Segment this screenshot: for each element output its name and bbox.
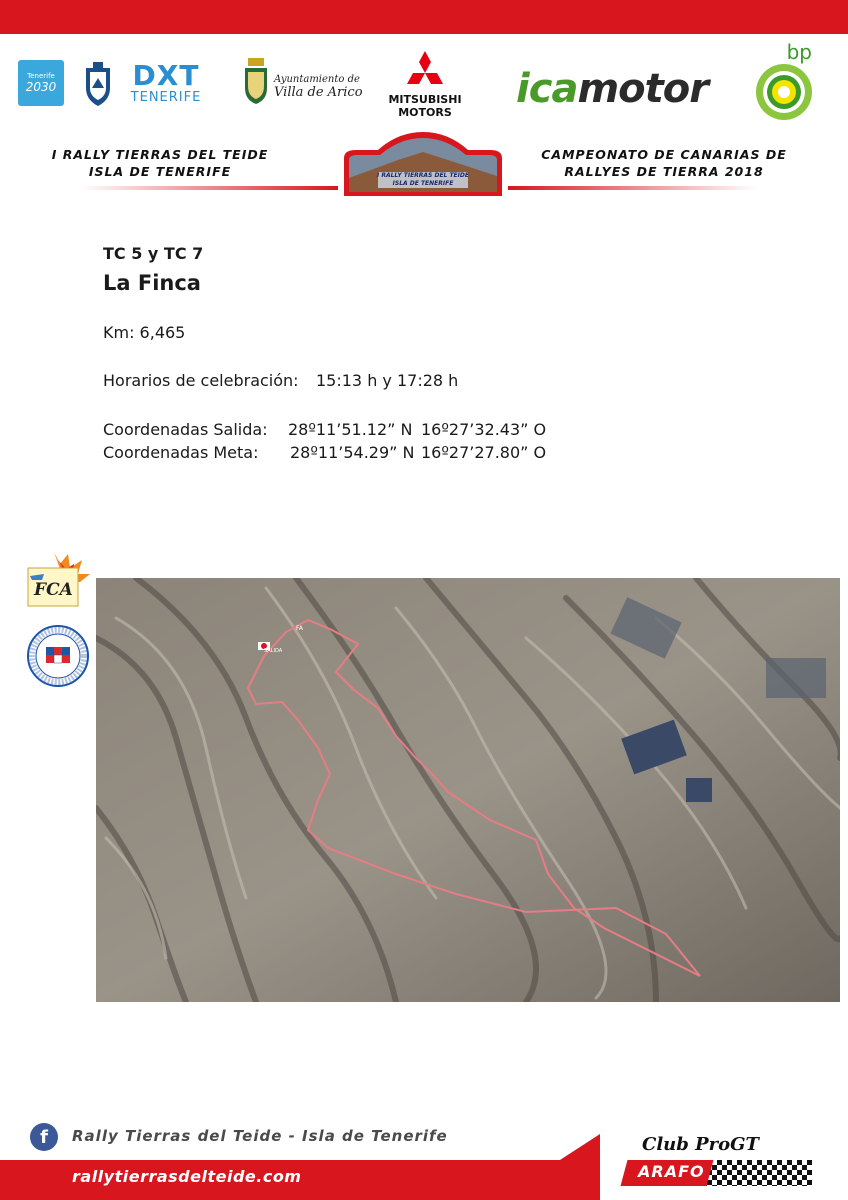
terrain-image xyxy=(96,578,840,1002)
rally-badge: I RALLY TIERRAS DEL TEIDE ISLA DE TENERIFE xyxy=(338,130,508,200)
finish-coords-lat: 28º11’54.29” N xyxy=(290,443,415,462)
event-title-right: CAMPEONATO DE CANARIAS DE RALLYES DE TIERRA 2018 xyxy=(541,147,787,179)
schedule-value: 15:13 h y 17:28 h xyxy=(316,371,459,390)
club-progt-logo: Club ProGT ARAFO xyxy=(622,1132,822,1192)
bp-helios-icon xyxy=(754,62,814,122)
footer-band-tip xyxy=(560,1134,604,1200)
arico-shield-logo xyxy=(242,56,270,106)
tenerife-2030-logo: Tenerife 2030 xyxy=(18,60,64,106)
stage-code: TC 5 y TC 7 xyxy=(103,244,204,263)
schedule-label: Horarios de celebración: xyxy=(103,371,299,390)
cabildo-shield-icon xyxy=(78,58,118,110)
mitsubishi-logo: MITSUBISHI MOTORS xyxy=(386,44,464,124)
start-coords-lon: 16º27’32.43” O xyxy=(421,420,547,439)
dxt-tenerife-logo: DXT TENERIFE xyxy=(130,58,202,105)
cabildo-shield-logo xyxy=(78,58,118,110)
arico-shield-icon xyxy=(242,56,270,106)
bp-logo: bp xyxy=(752,40,816,124)
fca-logo: FCA xyxy=(24,550,92,608)
finish-coords-label: Coordenadas Meta: xyxy=(103,443,259,462)
finish-coords-lon: 16º27’27.80” O xyxy=(421,443,547,462)
ayuntamiento-arico-logo: Ayuntamiento de Villa de Arico xyxy=(274,74,363,100)
rally-badge-shape xyxy=(338,130,508,200)
stage-km: Km: 6,465 xyxy=(103,323,186,342)
start-coords-lat: 28º11’51.12” N xyxy=(288,420,413,439)
event-title-left: I RALLY TIERRAS DEL TEIDE ISLA DE TENERIFE xyxy=(51,147,269,179)
top-red-bar xyxy=(0,0,848,34)
mitsubishi-diamonds-icon xyxy=(401,49,449,93)
facebook-icon[interactable]: f xyxy=(30,1123,58,1151)
federacion-tenerife-logo xyxy=(27,625,89,687)
checkered-flag xyxy=(702,1160,812,1186)
stage-satellite-map: SALIDA FA xyxy=(96,578,840,1002)
federacion-seal-icon xyxy=(27,625,89,687)
start-coords-label: Coordenadas Salida: xyxy=(103,420,268,439)
website-link[interactable]: rallytierrasdelteide.com xyxy=(72,1167,302,1186)
left-red-rule xyxy=(80,186,338,190)
icamotor-logo: ica motor xyxy=(516,66,708,112)
stage-name: La Finca xyxy=(103,271,201,295)
social-page-name[interactable]: Rally Tierras del Teide - Isla de Tenerife xyxy=(72,1127,448,1145)
right-red-rule xyxy=(508,186,758,190)
